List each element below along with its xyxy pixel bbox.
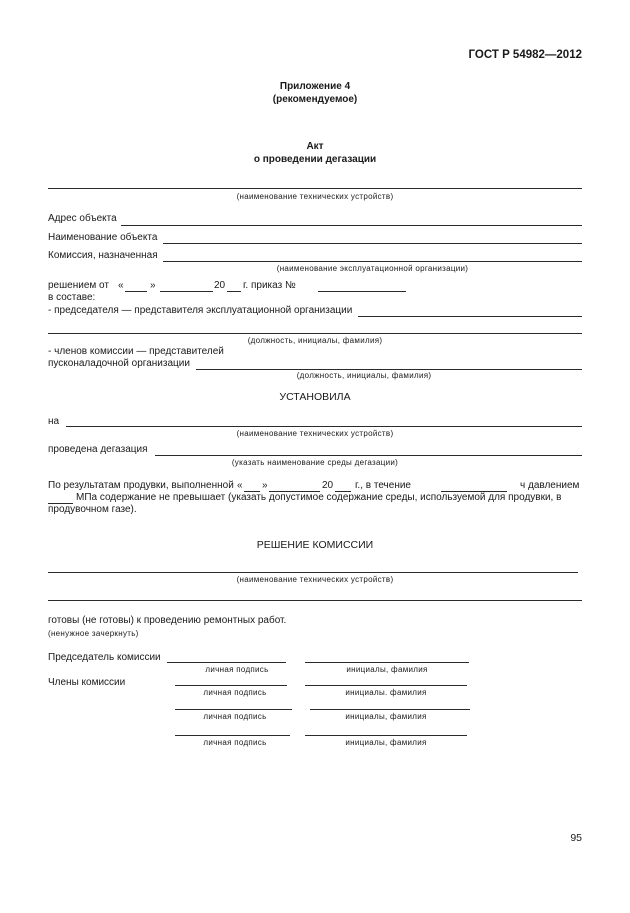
order-label: г. приказ №	[243, 280, 296, 291]
member2-signature-line[interactable]	[175, 709, 292, 710]
member1-name-caption: инициалы. фамилия	[345, 688, 427, 697]
operating-org-caption: (наименование эксплуатационной организации)	[276, 264, 469, 273]
member2-name-line[interactable]	[310, 709, 470, 710]
on-label: на	[48, 416, 60, 427]
member1-signature-line[interactable]	[175, 685, 287, 686]
members-rep-label-1: - членов комиссии — представителей	[48, 346, 224, 357]
decision-heading: РЕШЕНИЕ КОМИССИИ	[256, 539, 374, 551]
chairman-rep-line[interactable]	[358, 316, 582, 317]
chairman-signature-caption: личная подпись	[205, 665, 269, 674]
strike-out-caption: (ненужное зачеркнуть)	[48, 629, 139, 638]
members-rep-line[interactable]	[196, 369, 582, 370]
month-line[interactable]	[160, 291, 213, 292]
chairman-label: Председатель комиссии	[48, 652, 161, 663]
results-year-prefix: 20	[322, 480, 334, 491]
standard-number: ГОСТ Р 54982—2012	[468, 49, 582, 61]
established-devices-caption: (наименование технических устройств)	[236, 429, 394, 438]
member3-signature-caption: личная подпись	[203, 738, 267, 747]
results-start: По результатам продувки, выполненной	[48, 480, 234, 491]
order-number-line[interactable]	[318, 291, 406, 292]
chairman-name-line[interactable]	[305, 662, 469, 663]
results-during: г., в течение	[355, 480, 411, 491]
decision-extra-line[interactable]	[48, 600, 582, 601]
page-number: 95	[570, 832, 582, 844]
decision-devices-line[interactable]	[48, 572, 578, 573]
member1-signature-caption: личная подпись	[203, 688, 267, 697]
results-quote-close: »	[262, 480, 268, 491]
member1-name-line[interactable]	[305, 685, 467, 686]
act-subtitle: о проведении дегазации	[253, 154, 377, 165]
member3-name-caption: инициалы, фамилия	[345, 738, 427, 747]
object-name-label: Наименование объекта	[48, 232, 158, 243]
tech-devices-line	[48, 188, 582, 189]
commission-label: Комиссия, назначенная	[48, 250, 158, 261]
year-prefix: 20	[214, 280, 226, 291]
day-quote-open: «	[118, 280, 124, 291]
members-label: Члены комиссии	[48, 677, 126, 688]
member2-signature-caption: личная подпись	[203, 712, 267, 721]
year-line[interactable]	[227, 291, 241, 292]
decision-from-label: решением от	[48, 280, 109, 291]
composition-label: в составе:	[48, 292, 96, 303]
day-line[interactable]	[125, 291, 147, 292]
established-heading: УСТАНОВИЛА	[279, 391, 351, 403]
decision-devices-caption: (наименование технических устройств)	[236, 575, 394, 584]
results-quote-open: «	[237, 480, 243, 491]
results-content-text: МПа содержание не превышает (указать допустимое содержание среды, используемой для продувки, в	[76, 492, 562, 503]
day-quote-close: »	[150, 280, 156, 291]
degas-done-label: проведена дегазация	[48, 444, 148, 455]
results-gas-text: продувочном газе).	[48, 504, 137, 515]
commission-line[interactable]	[163, 261, 582, 262]
member2-name-caption: инициалы, фамилия	[345, 712, 427, 721]
results-pressure: ч давлением	[520, 480, 580, 491]
degas-medium-caption: (указать наименование среды дегазации)	[231, 458, 399, 467]
members-rep-label-2: пусконаладочной организации	[48, 358, 190, 369]
address-line[interactable]	[121, 225, 582, 226]
chairman-rep-label: - председателя — представителя эксплуатационной организации	[48, 305, 353, 316]
tech-devices-caption: (наименование технических устройств)	[236, 192, 394, 201]
degas-medium-line[interactable]	[155, 455, 582, 456]
act-title: Акт	[306, 141, 324, 152]
appendix-status: (рекомендуемое)	[272, 94, 358, 105]
appendix-number: Приложение 4	[279, 81, 351, 92]
members-position-caption: (должность, инициалы, фамилия)	[296, 371, 432, 380]
chairman-signature-line[interactable]	[167, 662, 286, 663]
member3-name-line[interactable]	[305, 735, 467, 736]
chairman-name-caption: инициалы, фамилия	[346, 665, 428, 674]
chairman-position-caption: (должность, инициалы, фамилия)	[247, 336, 383, 345]
address-label: Адрес объекта	[48, 213, 117, 224]
established-devices-line[interactable]	[66, 426, 582, 427]
object-name-line[interactable]	[163, 243, 582, 244]
member3-signature-line[interactable]	[175, 735, 290, 736]
ready-text: готовы (не готовы) к проведению ремонтных работ.	[48, 615, 287, 626]
chairman-position-line[interactable]	[48, 333, 582, 334]
